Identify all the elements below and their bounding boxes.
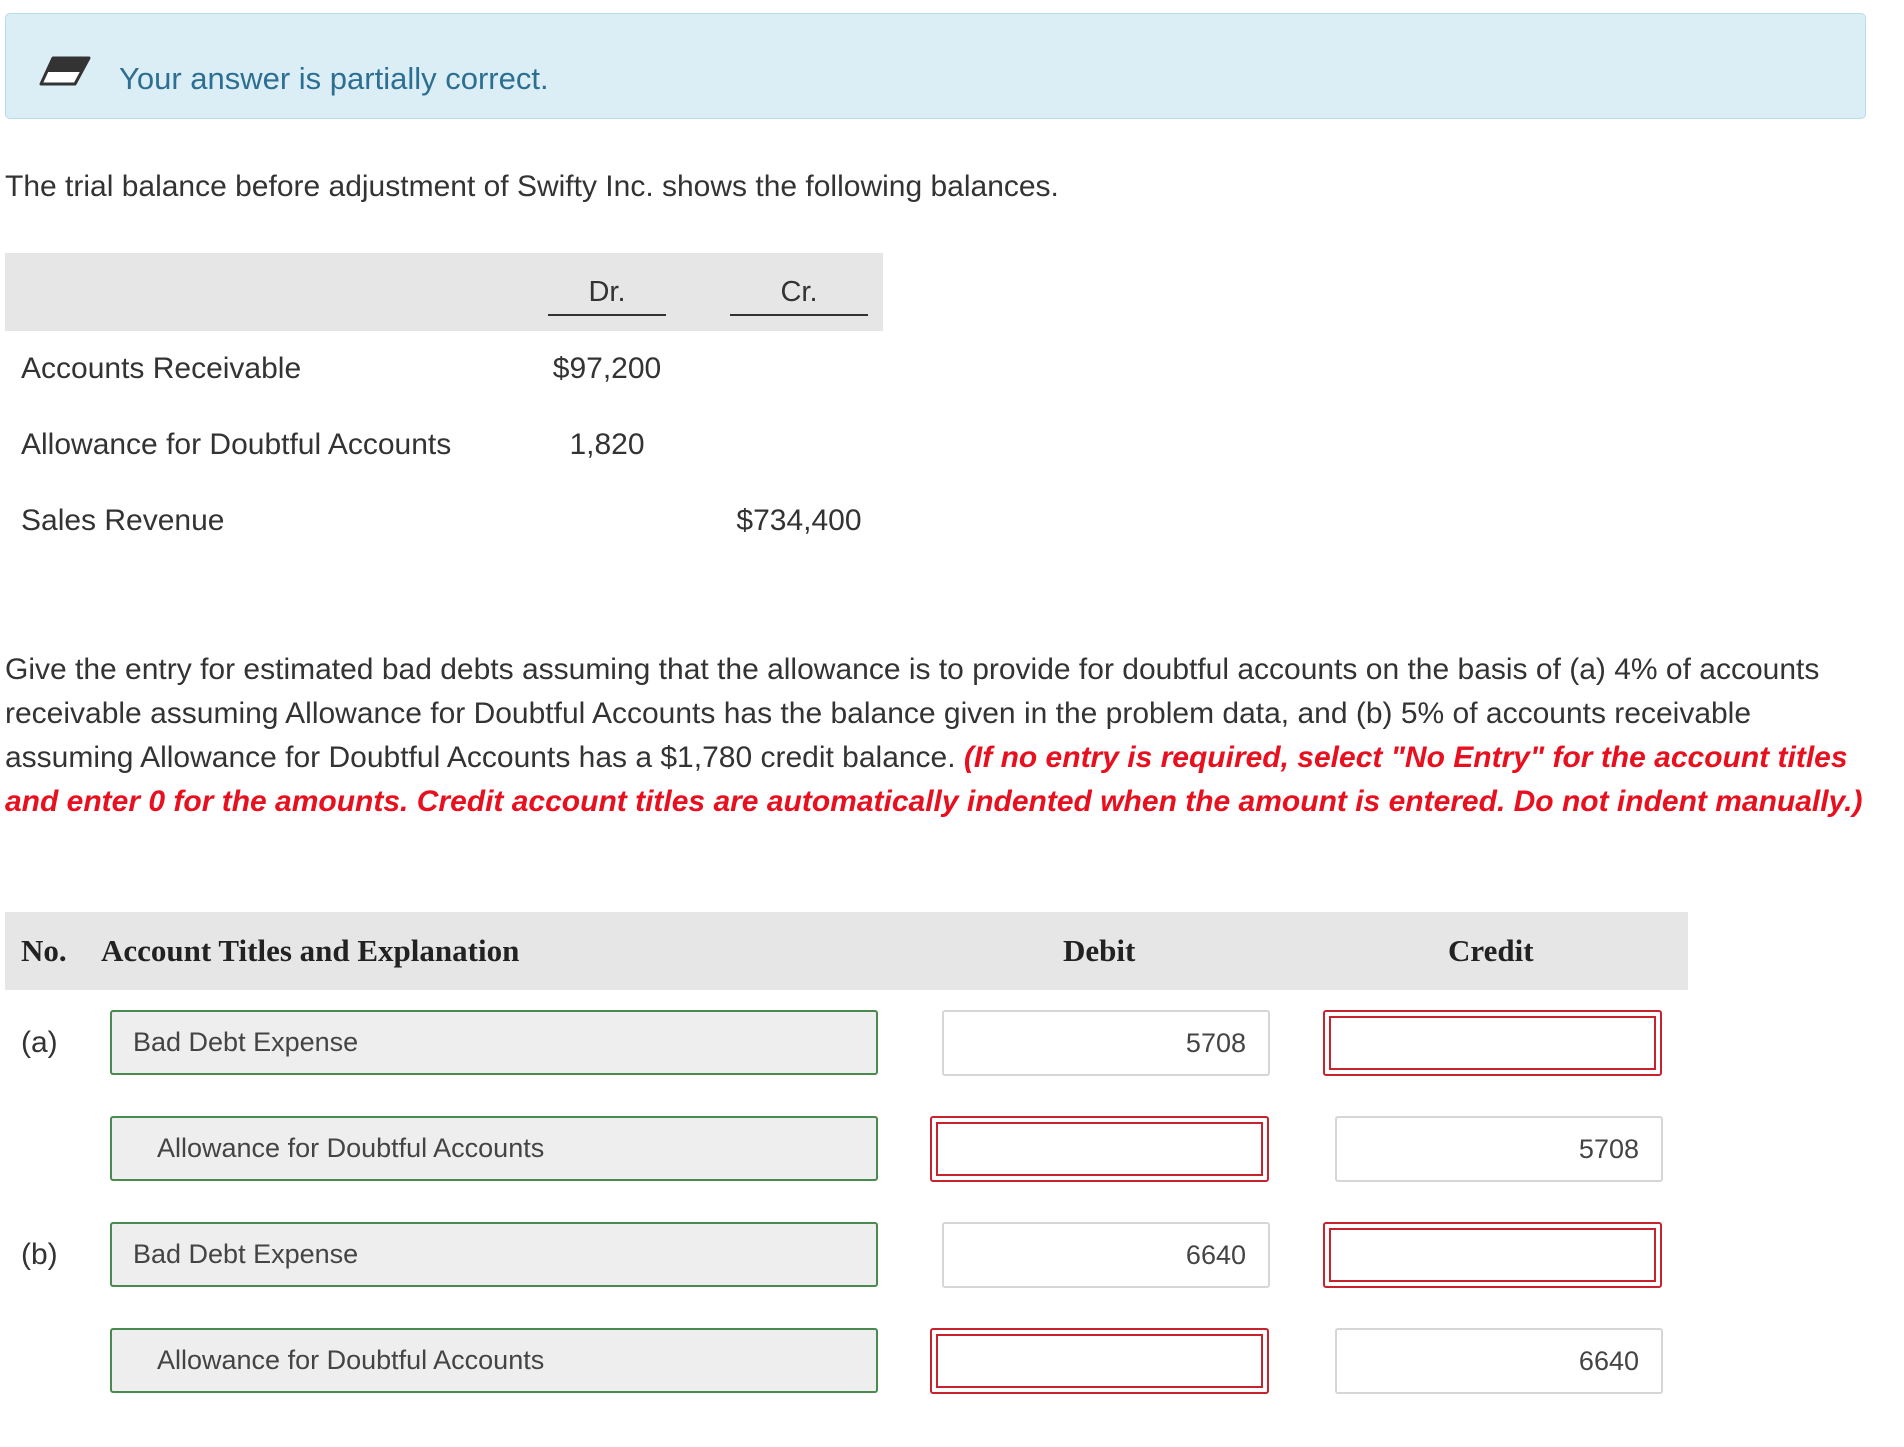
journal-header-debit: Debit	[1063, 933, 1136, 968]
debit-amount-field[interactable]	[930, 1328, 1269, 1394]
cr-header-label: Cr.	[780, 276, 818, 308]
instructions-hint: (If no entry is required, select "No Entry" for the account titles and enter 0 for the amounts. Credit account titles are automatically indented when the amount is entered. Do not indent manually.)	[5, 741, 1863, 818]
debit-amount-field[interactable]: 5708	[942, 1010, 1270, 1076]
journal-header-account: Account Titles and Explanation	[101, 933, 520, 968]
credit-amount-field[interactable]	[1323, 1222, 1662, 1288]
error-highlight	[936, 1122, 1263, 1176]
credit-amount-field[interactable]: 5708	[1335, 1116, 1663, 1182]
entry-number: (a)	[21, 1026, 58, 1059]
trial-balance-label: Sales Revenue	[21, 504, 225, 537]
credit-amount-field[interactable]	[1323, 1010, 1662, 1076]
journal-header-no: No.	[21, 933, 67, 968]
instructions-text: Give the entry for estimated bad debts assuming that the allowance is to provide for doubtful accounts on the basis of (a) 4% of accounts receivable assuming Allowance for Doubtful Accounts has the balance given in the problem data, and (b) 5% of accounts receivable assuming Allowance for Doubtful Accounts has a $1,780 credit balance.	[5, 653, 1820, 774]
trial-balance-label: Allowance for Doubtful Accounts	[21, 428, 452, 461]
error-highlight	[936, 1334, 1263, 1388]
credit-amount-field[interactable]: 6640	[1335, 1328, 1663, 1394]
error-highlight	[1329, 1016, 1656, 1070]
trial-balance-dr-value: $97,200	[552, 352, 662, 385]
account-title-field[interactable]: Allowance for Doubtful Accounts	[110, 1116, 878, 1181]
debit-amount-field[interactable]: 6640	[942, 1222, 1270, 1288]
error-highlight	[1329, 1228, 1656, 1282]
trial-balance-cr-value: $734,400	[736, 504, 862, 537]
entry-number: (b)	[21, 1238, 58, 1271]
trial-balance-cr-header	[730, 276, 868, 309]
feedback-message: Your answer is partially correct.	[119, 61, 549, 96]
eraser-icon	[39, 54, 91, 90]
account-title-field[interactable]: Bad Debt Expense	[110, 1010, 878, 1075]
instructions	[5, 648, 1885, 824]
trial-balance-label: Accounts Receivable	[21, 352, 302, 385]
dr-header-label: Dr.	[588, 276, 626, 308]
feedback-banner	[5, 13, 1866, 119]
journal-header-credit: Credit	[1448, 933, 1534, 968]
debit-amount-field[interactable]	[930, 1116, 1269, 1182]
trial-balance-dr-header	[548, 276, 666, 309]
account-title-field[interactable]: Allowance for Doubtful Accounts	[110, 1328, 878, 1393]
intro-text: The trial balance before adjustment of Swifty Inc. shows the following balances.	[5, 170, 1059, 203]
trial-balance-dr-value: 1,820	[569, 428, 645, 461]
account-title-field[interactable]: Bad Debt Expense	[110, 1222, 878, 1287]
